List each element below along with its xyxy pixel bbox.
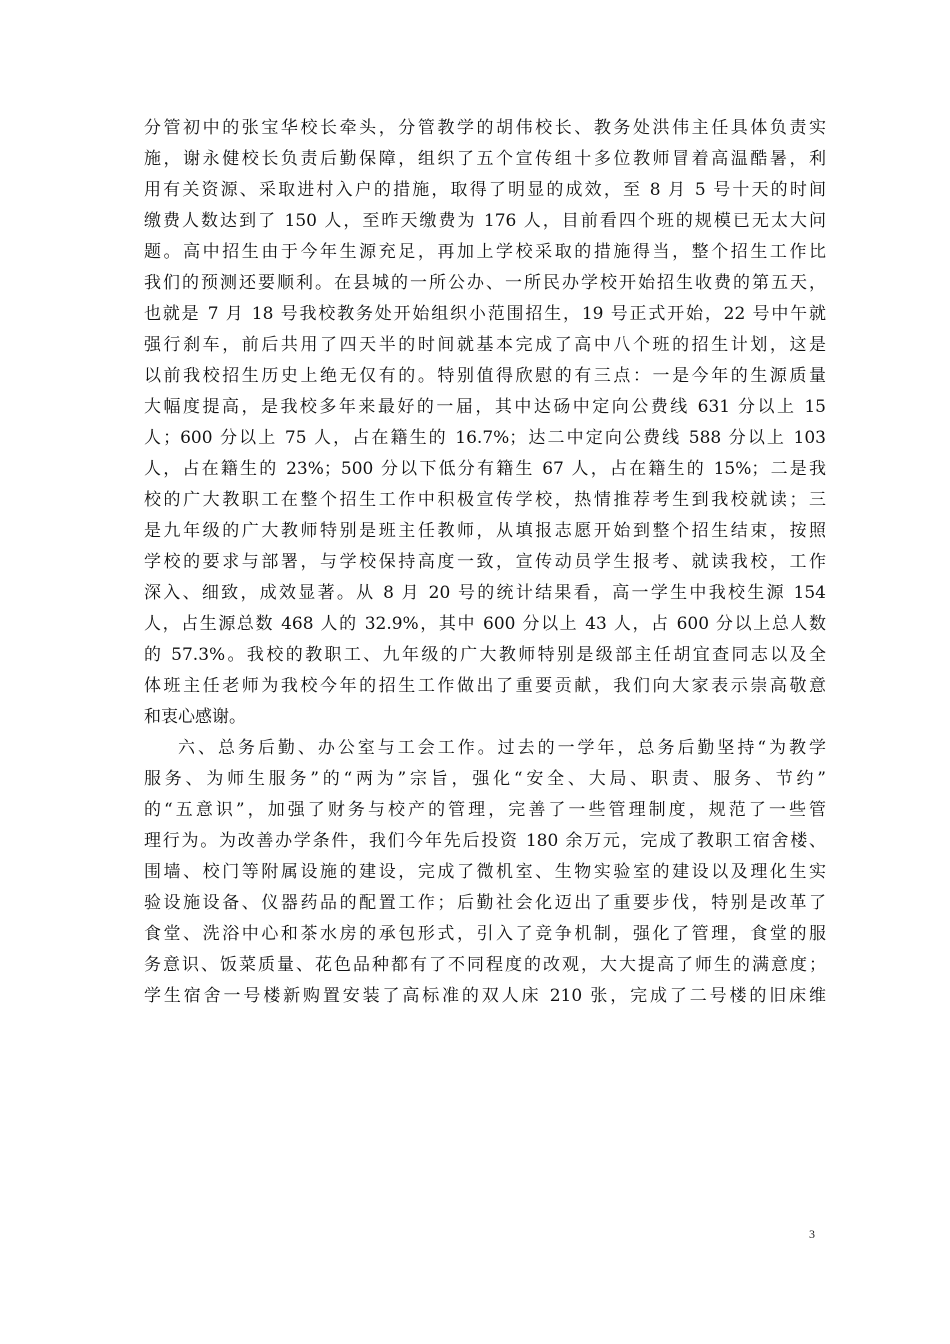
text-line: 服务、为师生服务”的“两为”宗旨，强化“安全、大局、职责、服务、节约” — [144, 769, 826, 789]
text-line: 六、总务后勤、办公室与工会工作。过去的一学年，总务后勤坚持“为教学 — [178, 738, 826, 758]
text-line: 务意识、饭菜质量、花色品种都有了不同程度的改观，大大提高了师生的满意度； — [144, 955, 826, 975]
text-line: 验设施设备、仪器药品的配置工作；后勤社会化迈出了重要步伐，特别是改革了 — [144, 893, 826, 913]
text-line: 校的广大教职工在整个招生工作中积极宣传学校，热情推荐考生到我校就读；三 — [144, 490, 826, 510]
text-line: 理行为。为改善办学条件，我们今年先后投资 180 余万元，完成了教职工宿舍楼、 — [144, 831, 826, 851]
text-line: 大幅度提高，是我校多年来最好的一届，其中达砀中定向公费线 631 分以上 15 — [144, 397, 826, 417]
text-line: 人，占生源总数 468 人的 32.9%，其中 600 分以上 43 人，占 600 分以上总人数 — [144, 614, 826, 634]
text-line: 是九年级的广大教师特别是班主任教师，从填报志愿开始到整个招生结束，按照 — [144, 521, 826, 541]
text-line: 施，谢永健校长负责后勤保障，组织了五个宣传组十多位教师冒着高温酷暑，利 — [144, 149, 826, 169]
text-line: 人；600 分以上 75 人，占在籍生的 16.7%；达二中定向公费线 588 分以上 103 — [144, 428, 826, 448]
text-line: 分管初中的张宝华校长牵头，分管教学的胡伟校长、教务处洪伟主任具体负责实 — [144, 118, 826, 138]
text-line: 人，占在籍生的 23%；500 分以下低分有籍生 67 人，占在籍生的 15%；二是我 — [144, 459, 826, 479]
text-line: 强行刹车，前后共用了四天半的时间就基本完成了高中八个班的招生计划，这是 — [144, 335, 826, 355]
text-line: 和衷心感谢。 — [144, 707, 246, 727]
text-line: 以前我校招生历史上绝无仅有的。特别值得欣慰的有三点：一是今年的生源质量 — [144, 366, 826, 386]
text-line: 的“五意识”，加强了财务与校产的管理，完善了一些管理制度，规范了一些管 — [144, 800, 826, 820]
text-line: 用有关资源、采取进村入户的措施，取得了明显的成效，至 8 月 5 号十天的时间 — [144, 180, 826, 200]
text-line: 深入、细致，成效显著。从 8 月 20 号的统计结果看，高一学生中我校生源 154 — [144, 583, 826, 603]
text-line: 的 57.3%。我校的教职工、九年级的广大教师特别是级部主任胡宜查同志以及全 — [144, 645, 826, 665]
text-line: 题。高中招生由于今年生源充足，再加上学校采取的措施得当，整个招生工作比 — [144, 242, 826, 262]
text-line: 体班主任老师为我校今年的招生工作做出了重要贡献，我们向大家表示崇高敬意 — [144, 676, 826, 696]
page-number: 3 — [809, 1227, 815, 1241]
text-line: 学校的要求与部署，与学校保持高度一致，宣传动员学生报考、就读我校，工作 — [144, 552, 826, 572]
text-line: 围墙、校门等附属设施的建设，完成了微机室、生物实验室的建设以及理化生实 — [144, 862, 826, 882]
text-line: 也就是 7 月 18 号我校教务处开始组织小范围招生，19 号正式开始，22 号中午就 — [144, 304, 826, 324]
text-line: 缴费人数达到了 150 人，至昨天缴费为 176 人，目前看四个班的规模已无太大问 — [144, 211, 826, 231]
text-line: 我们的预测还要顺利。在县城的一所公办、一所民办学校开始招生收费的第五天， — [144, 273, 826, 293]
text-line: 学生宿舍一号楼新购置安装了高标准的双人床 210 张，完成了二号楼的旧床维 — [144, 986, 826, 1006]
text-line: 食堂、洗浴中心和茶水房的承包形式，引入了竞争机制，强化了管理，食堂的服 — [144, 924, 826, 944]
